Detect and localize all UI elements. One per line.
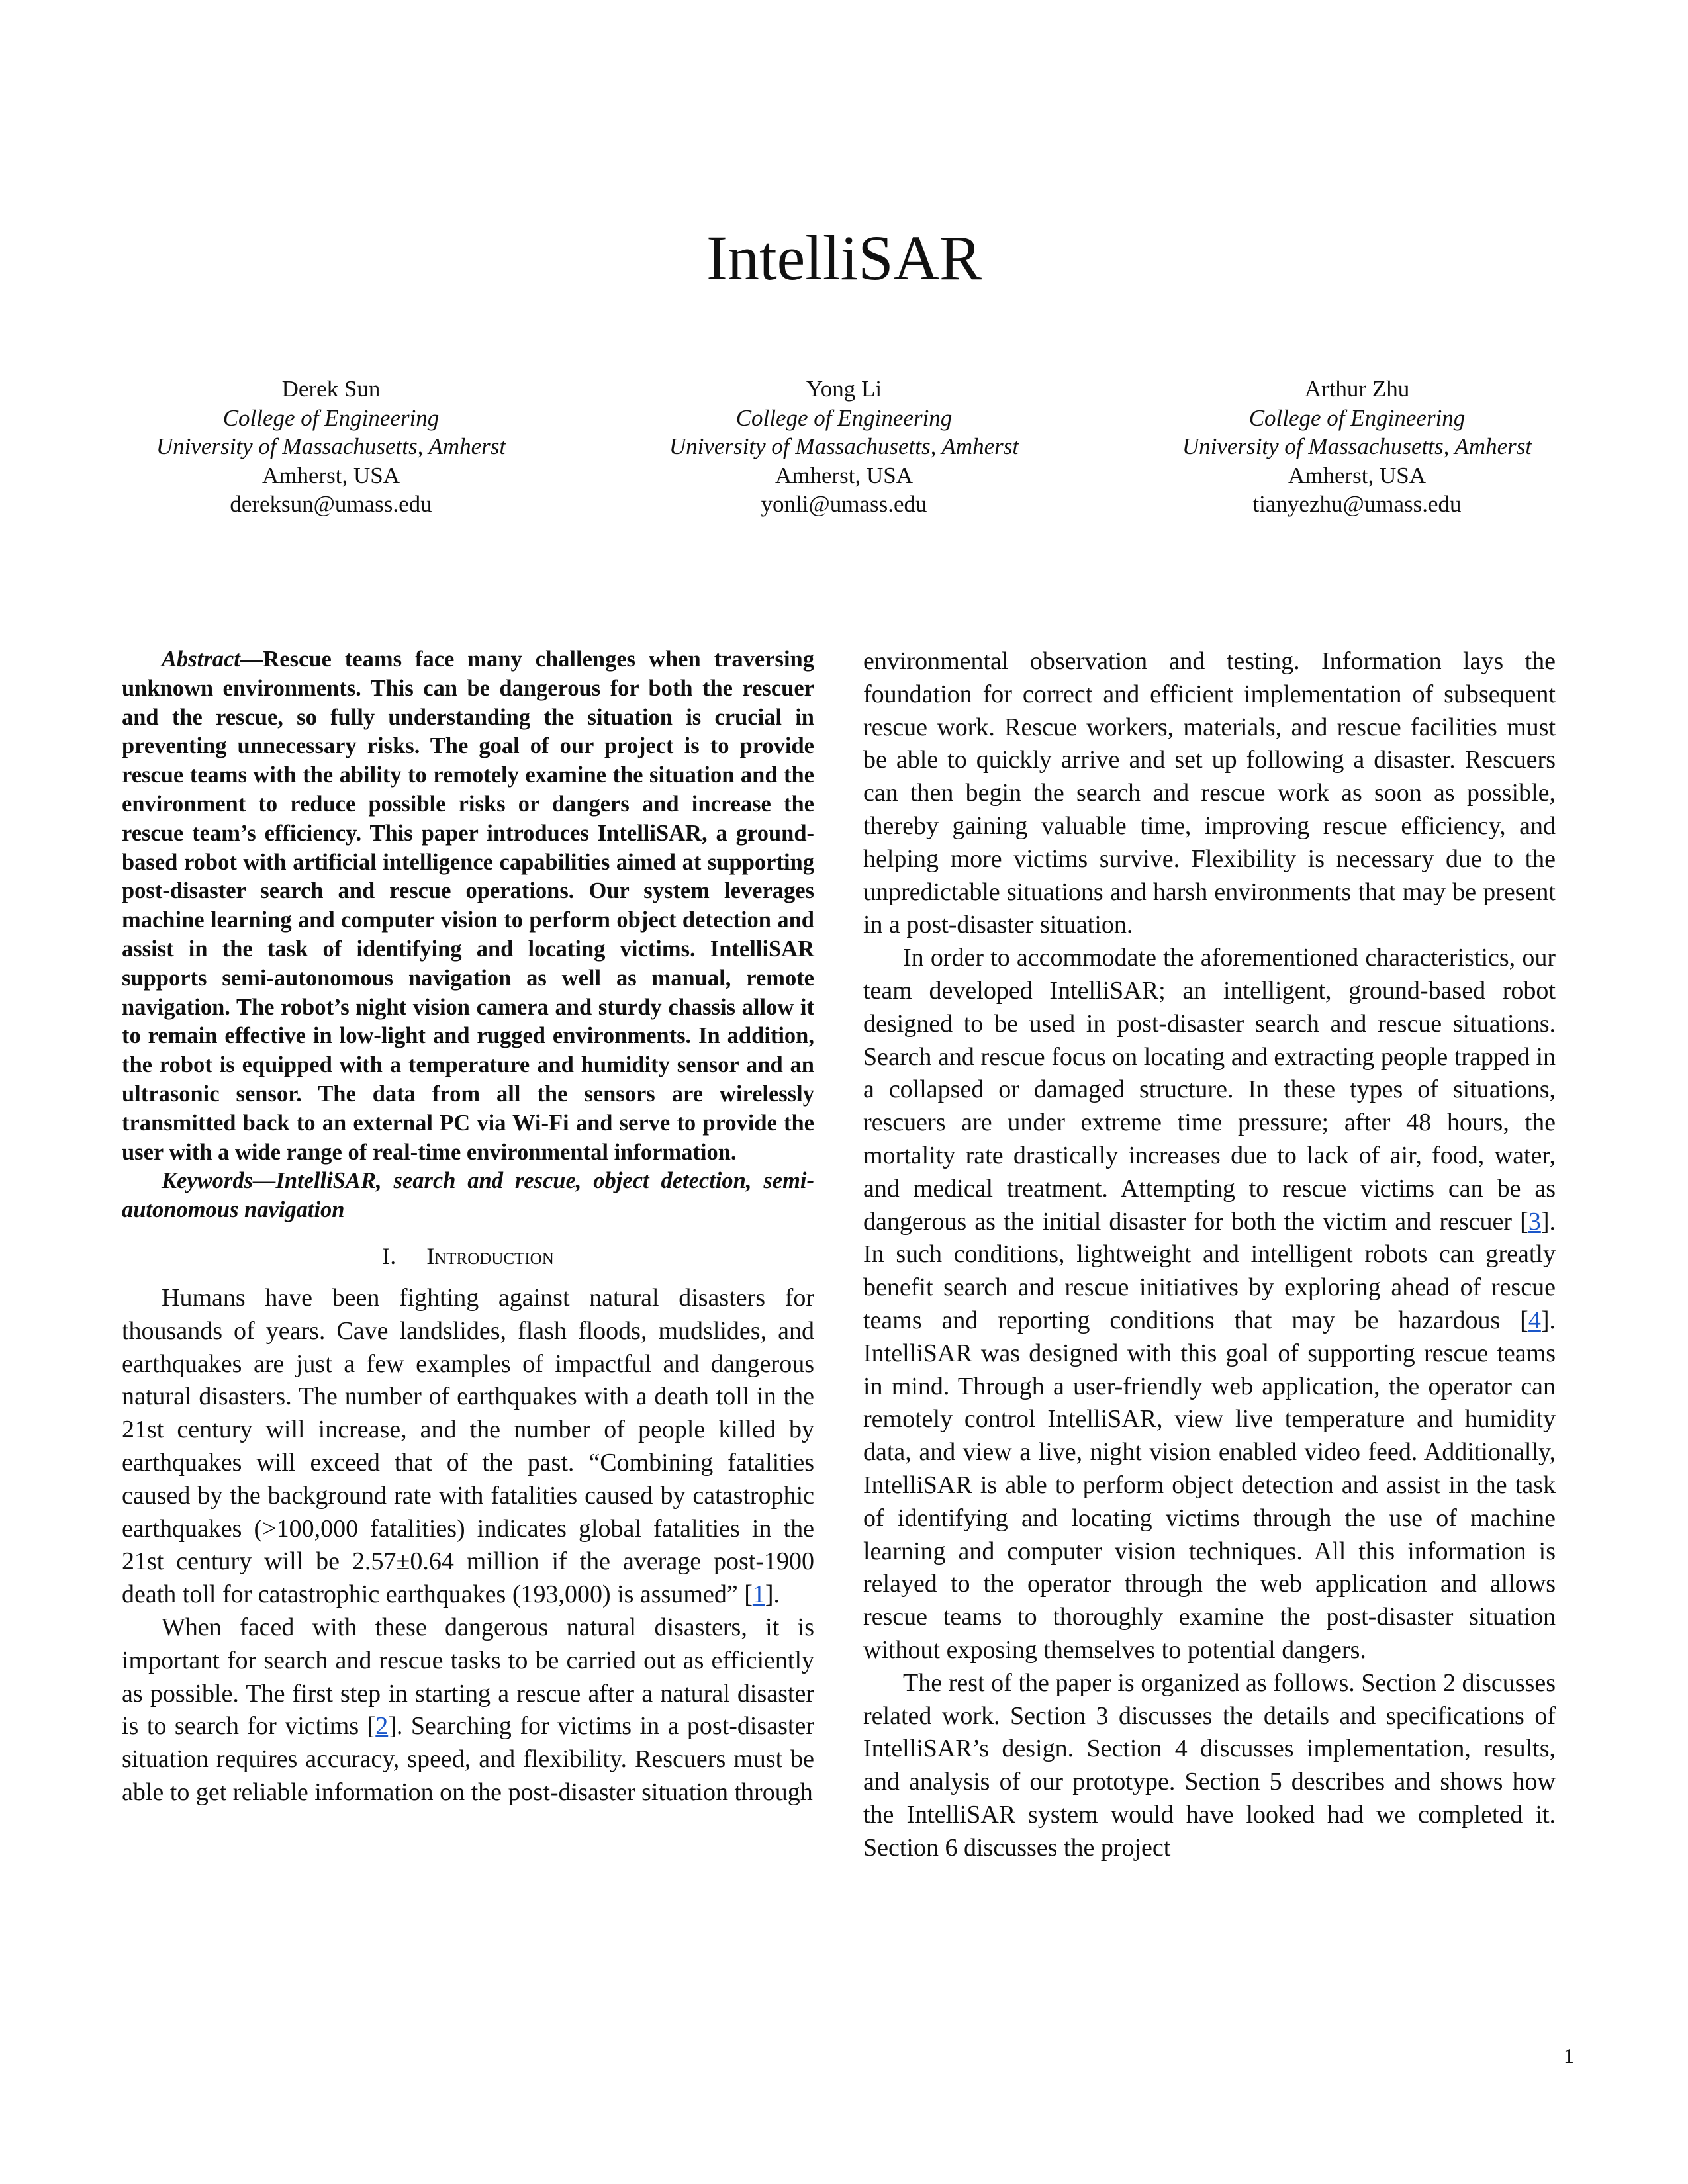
author-department: College of Engineering — [1248, 404, 1466, 431]
author-name: Derek Sun — [281, 376, 381, 402]
section-heading-introduction — [122, 1240, 814, 1273]
author-university: University of Massachusetts, Amherst — [669, 433, 1019, 459]
author-location: Amherst, USA — [1288, 462, 1427, 488]
abstract — [122, 645, 814, 1167]
page-number: 1 — [1564, 2044, 1574, 2068]
citation-link-4[interactable]: 4 — [1528, 1306, 1541, 1334]
paragraph-text: In order to accommodate the aforementioned characteristics, our team developed IntelliSAR; an intelligent, ground-based robot designed to be used in post-disaster search and rescue situations. Search and rescue focus on locating and extracting people trapped in a collapsed or damaged structure. In these types of situations, rescuers are under extreme time pressure; after 48 hours, the mortality rate drastically increases due to lack of air, food, water, and medical treatment. Attempting to rescue victims can be as dangerous as the initial disaster for both the victim and rescuer [ — [863, 944, 1556, 1236]
citation-link-3[interactable]: 3 — [1528, 1207, 1541, 1236]
keywords-label: Keywords — [162, 1168, 253, 1194]
paragraph-text: Humans have been fighting against natural disasters for thousands of years. Cave landslides, flash floods, mudslides, and earthquakes are just a few examples of impactful and dangerous natural disasters. The number of earthquakes with a death toll in the 21st century will increase, and the number of people killed by earthquakes will exceed that of the past. “Combining fatalities caused by the background rate with fatalities caused by catastrophic earthquakes (>100,000 fatalities) indicates global fatalities in the 21st century will be 2.57±0.64 million if the average post-1900 death toll for catastrophic earthquakes (193,000) is assumed” [ — [122, 1283, 814, 1609]
citation-link-1[interactable]: 1 — [752, 1580, 765, 1609]
citation-link-2[interactable]: 2 — [375, 1712, 389, 1741]
paragraph-text: ]. In such conditions, lightweight and intelligent robots can greatly benefit search and rescue initiatives by exploring ahead of rescue teams and reporting conditions that may be hazardous [ — [863, 1207, 1556, 1334]
intro-paragraph-2 — [122, 1612, 814, 1809]
author-email: yonli@umass.edu — [761, 491, 927, 517]
abstract-dash: — — [240, 647, 263, 672]
author-location: Amherst, USA — [774, 462, 914, 488]
author-location: Amherst, USA — [261, 462, 400, 488]
author-name: Yong Li — [806, 376, 882, 402]
right-column — [863, 645, 1556, 1864]
author-university: University of Massachusetts, Amherst — [156, 433, 506, 459]
paragraph-text: ]. IntelliSAR was designed with this goal of supporting rescue teams in mind. Through a user-friendly web application, the operator can remotely control IntelliSAR, view live temperature and humidity data, and view a live, night vision enabled video feed. Additionally, IntelliSAR is able to perform object detection and assist in the task of identifying and locating victims through the use of machine learning and computer vision techniques. All this information is relayed to the operator through the web application and allows rescue teams to thoroughly examine the post-disaster situation without exposing themselves to potential dangers. — [863, 1306, 1556, 1664]
author-block-derek-sun — [79, 375, 583, 519]
author-email: dereksun@umass.edu — [230, 491, 432, 517]
author-name: Arthur Zhu — [1304, 376, 1410, 402]
section-number: I. — [382, 1242, 397, 1269]
intro-paragraph-2-continued: environmental observation and testing. Information lays the foundation for correct and efficient implementation of subsequent rescue work. Rescue workers, materials, and rescue facilities must be able to quickly arrive and set up following a disaster. Rescuers can then begin the search and rescue work as soon as possible, thereby gaining valuable time, improving rescue efficiency, and helping more victims survive. Flexibility is necessary due to the unpredictable situations and harsh environments that may be present in a post-disaster situation. — [863, 647, 1556, 939]
left-column — [122, 645, 814, 1809]
intro-paragraph-3 — [863, 942, 1556, 1667]
abstract-text: Rescue teams face many challenges when traversing unknown environments. This can be dangerous for both the rescuer and the rescue, so fully understanding the situation is crucial in preventing unnecessary risks. The goal of our project is to provide rescue teams with the ability to remotely examine the situation and the environment to reduce possible risks or dangers and increase the rescue team’s efficiency. This paper introduces IntelliSAR, a ground-based robot with artificial intelligence capabilities aimed at supporting post-disaster search and rescue operations. Our system leverages machine learning and computer vision to perform object detection and assist in the task of identifying and locating victims. IntelliSAR supports semi-autonomous navigation as well as manual, remote navigation. The robot’s night vision camera and sturdy chassis allow it to remain effective in low-light and rugged environments. In addition, the robot is equipped with a temperature and humidity sensor and an ultrasonic sensor. The data from all the sensors are wirelessly transmitted back to an external PC via Wi-Fi and serve to provide the user with a wide range of real-time environmental information. — [122, 647, 814, 1165]
paragraph-text: ]. Searching for victims in a post-disaster situation requires accuracy, speed, and flexibility. Rescuers must be able to get reliable information on the post-disaster situation through — [122, 1712, 814, 1806]
keywords — [122, 1167, 814, 1225]
paragraph-text: When faced with these dangerous natural disasters, it is important for search and rescue tasks to be carried out as efficiently as possible. The first step in starting a rescue after a natural disaster is to search for victims [ — [122, 1613, 814, 1741]
keywords-dash: — — [253, 1168, 276, 1194]
section-title: Introduction — [426, 1242, 554, 1269]
paper-title: IntelliSAR — [706, 222, 982, 293]
intro-paragraph-4: The rest of the paper is organized as follows. Section 2 discusses related work. Section 3 discusses the details and specifications of IntelliSAR’s design. Section 4 discusses implementation, results, and analysis of our prototype. Section 5 describes and shows how the IntelliSAR system would have looked had we completed it. Section 6 discusses the project — [863, 1668, 1556, 1862]
author-email: tianyezhu@umass.edu — [1252, 491, 1462, 517]
intro-paragraph-1 — [122, 1282, 814, 1612]
author-block-yong-li — [592, 375, 1096, 519]
author-block-arthur-zhu — [1105, 375, 1609, 519]
abstract-label: Abstract — [162, 647, 240, 672]
author-university: University of Massachusetts, Amherst — [1182, 433, 1532, 459]
keywords-text: IntelliSAR, search and rescue, object detection, semi-autonomous navigation — [122, 1168, 814, 1223]
paragraph-text: ]. — [765, 1580, 780, 1609]
author-department: College of Engineering — [735, 404, 953, 431]
author-department: College of Engineering — [222, 404, 440, 431]
